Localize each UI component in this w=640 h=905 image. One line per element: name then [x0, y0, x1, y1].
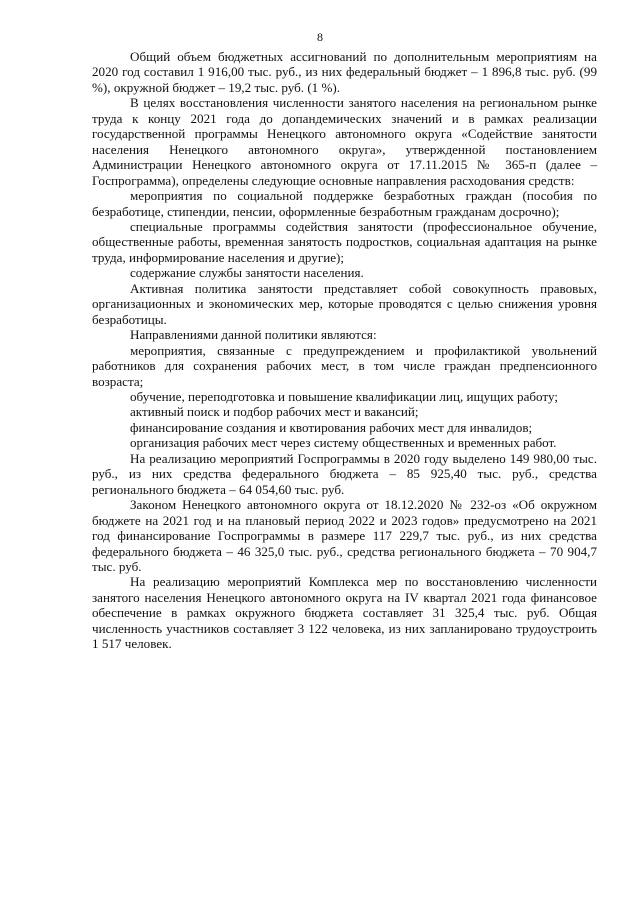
page-number: 8	[317, 30, 323, 44]
list-item-employment-service: содержание службы занятости населения.	[130, 265, 364, 281]
list-item-special-programs: специальные программы содействия занятости (профессиональное обучение, общественные работы, временная занятость подростков, социальная адаптация на рынке труда, информирование населения и другие);	[92, 218, 597, 265]
list-item-social-support: мероприятия по социальной поддержке безработных граждан (пособия по безработице, стипендии, пенсии, оформленные безработным гражданам досрочно);	[92, 188, 597, 219]
paragraph-q4-2021-measures: На реализацию мероприятий Комплекса мер по восстановлению численности занятого населения Ненецкого автономного округа на IV квартал 2021 года финансовое обеспечение в рамках окружного бюджета составляет 31 325,4 тыс. руб. Общая численность участников составляет 3 122 человека, из них запланировано трудоустроить 1 517 человек.	[92, 574, 597, 652]
list-item-job-search: активный поиск и подбор рабочих мест и вакансий;	[130, 404, 419, 420]
paragraph-gosprogramma-intro: В целях восстановления численности занятого населения на региональном рынке труда к концу 2021 года до допандемических значений и в рамках реализации государственной программы Ненецкого автономного округа «Содействие занятости населения Ненецкого автономного округа», утвержденной постановлением Администрации Ненецкого автономного округа от 17.11.2015 № 365-п (далее – Госпрограмма), определены следующие основные направления расходования средств:	[92, 95, 597, 188]
paragraph-law-2021: Законом Ненецкого автономного округа от 18.12.2020 № 232-оз «Об окружном бюджете на 2021 год и на плановый период 2022 и 2023 годов» предусмотрено на 2021 год финансирование Госпрограммы в размере 117 229,7 тыс. руб., из них средства федерального бюджета – 46 325,0 тыс. руб., средства регионального бюджета – 70 904,7 тыс. руб.	[92, 497, 597, 574]
list-item-training: обучение, переподготовка и повышение квалификации лиц, ищущих работу;	[130, 388, 558, 404]
paragraph-budget-2020: Общий объем бюджетных ассигнований по дополнительным мероприятиям на 2020 год составил 1 916,00 тыс. руб., из них федеральный бюджет – 1 896,8 тыс. руб. (99 %), окружной бюджет – 19,2 тыс. руб. (1 %).	[92, 49, 597, 95]
list-item-layoff-prevention: мероприятия, связанные с предупреждением и профилактикой увольнений работников для сохранения рабочих мест, в том числе граждан предпенсионного возраста;	[92, 342, 597, 389]
paragraph-policy-directions: Направлениями данной политики являются:	[130, 327, 377, 343]
paragraph-funding-2020: На реализацию мероприятий Госпрограммы в 2020 году выделено 149 980,00 тыс. руб., из них средства федерального бюджета – 85 925,40 тыс. руб., средства регионального бюджета – 64 054,60 тыс. руб.	[92, 450, 597, 497]
list-item-public-works: организация рабочих мест через систему общественных и временных работ.	[130, 435, 557, 451]
list-item-disabled-quotas: финансирование создания и квотирования рабочих мест для инвалидов;	[130, 419, 533, 435]
paragraph-active-policy: Активная политика занятости представляет собой совокупность правовых, организационных и экономических мер, которые проводятся с целью снижения уровня безработицы.	[92, 280, 597, 327]
document-body	[92, 49, 597, 652]
